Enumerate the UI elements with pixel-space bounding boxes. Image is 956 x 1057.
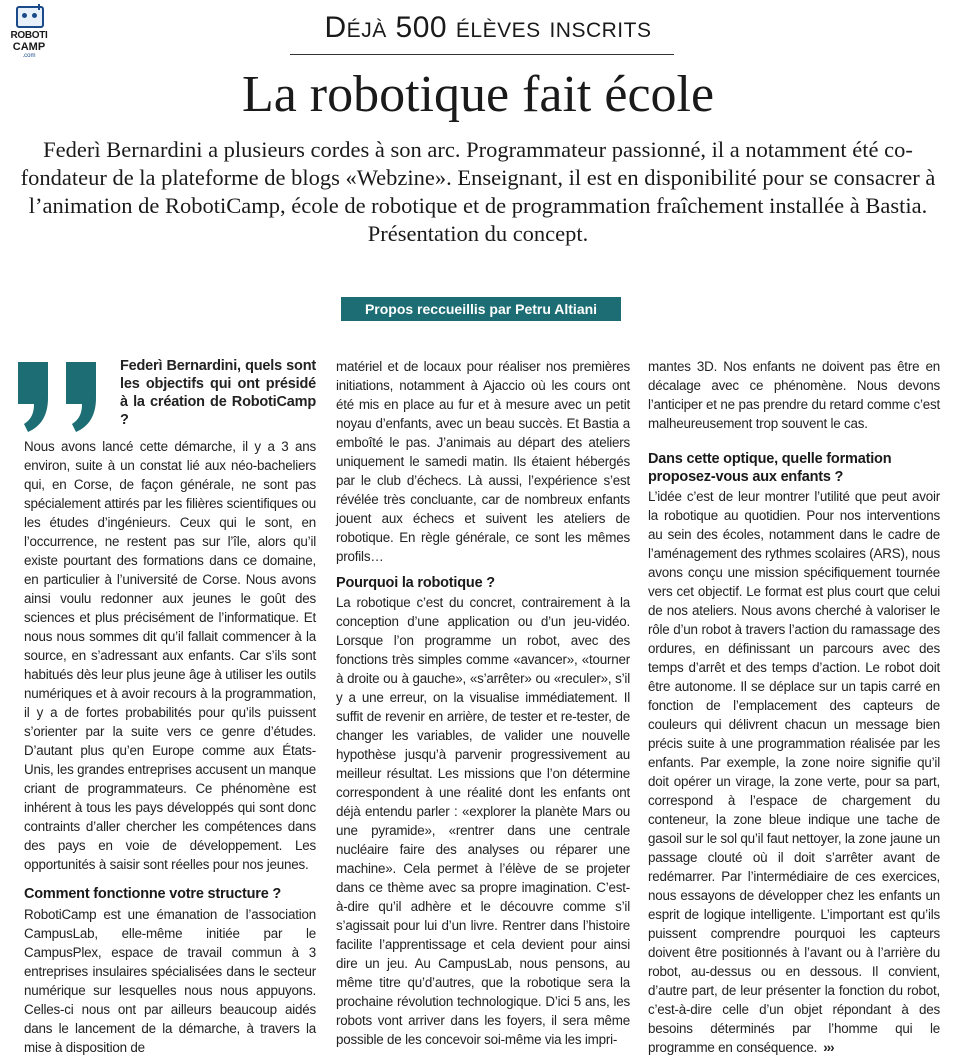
answer-1: Nous avons lancé cette démarche, il y a 3 ans environ, suite à un constat lié aux néo-bacheliers qui, en Corse, de façon générale, ne sont pas spécialement attirés par les filières scientifiques ou les études d’ingénieurs. Ceux qui le sont, en l’occurrence, ne restent pas sur l’île, alors qu’il existe pourtant des formations dans ce domaine, en particulier à l’université de Corse. Nous avons ainsi voulu redonner aux jeunes le goût des sciences et plus précisément de l’informatique. Et nous nous sommes dit qu’il fallait commencer à la source, en s’adressant aux enfants. Car s’ils sont habitués dès leur plus jeune âge à utiliser les outils numériques et à avoir recours à la programmation, il y a de fortes probabilités pour qu’ils puissent s’orienter par la suite vers ce genre d’études. D’autant plus qu’en Europe comme aux États-Unis, les grandes entreprises accusent un manque criant de programmateurs. Ce phénomène est inhérent à tous les pays développés qui sont donc contraints d’aller chercher les compétences dans des pays en voie de développement. Les opportunités à saisir sont réelles pour nos jeunes. xyxy=(24,439,316,872)
kicker-headline: Déjà 500 élèves inscrits xyxy=(324,11,652,44)
answer-3-part-1: La robotique c’est du concret, contrairement à la conception d’une application ou d’un jeu-vidéo. Lorsque l’on programme un robot, avec des fonctions très simples comme «avancer», «tourner à droite ou à gauche», «s’arrêter» ou «reculer», s’il y a une erreur, on la visualise immédiatement. Il suffit de revenir en arrière, de tester et re-tester, de changer les variables, de valider une nouvelle hypothèse jusqu’à parvenir progressivement au meilleur résultat. Les missions que l’on détermine correspondent à une réalité dont les enfants ont déjà entendu parler : «explorer la planète Mars ou une pyramide», «rentrer dans une centrale nucléaire faire des analyses ou réparer une machine». Cela permet à l’élève de se projeter dans ce thème avec sa propre imagination. C’est-à-dire qu’il adhère et le découvre comme s’il s’agissait pour lui d’un livre. Rentrer dans l’histoire facilite l’apprentissage et cela devient pour ainsi dire un jeu. Au CampusLab, nous pensons, au même titre qu’d’autres, que la robotique sera la prochaine révolution technologique. D’ici 5 ans, les robots vont arriver dans les foyers, il sera même possible de les concevoir soi-même via les impri- xyxy=(336,595,630,1047)
robot-head-icon xyxy=(16,6,44,28)
answer-4-text: L’idée c’est de leur montrer l’utilité que peut avoir la robotique au quotidien. Pour nos interventions au sein des écoles, notamment dans le cadre de l’aménagement des rythmes scolaires (ARS), nous avons conçu une mission spécifiquement tournée vers cet objectif. Le format est plus court que celui de nos ateliers. Nous avons cherché à valoriser le rôle d’un robot à travers l’action du ramassage des ordures, en définissant un parcours avec des temps d’arrêt et des temps d’action. Le robot doit être autonome. Il se déplace sur un tapis carré en fonction de l’emplacement des capteurs de couleurs qui délivrent chacun un message bien précis suite à une programmation réalisée par les enfants. Par exemple, la zone noire signifie qu’il doit opérer un virage, la zone verte, pour sa part, correspond à l’espace de chargement du conteneur, la zone bleue indique une tache de gasoil sur le sol qu’il faut nettoyer, la zone jaune un passage clouté où il doit s’arrêter avant de redémarrer. Par l’intermédiaire de ces exercices, nous essayons de développer chez les enfants un esprit de logique intelligente. L’important est qu’ils puissent comprendre pourquoi les capteurs doivent être positionnés à l’avant ou à l’arrière du robot, au-dessus ou en dessous. Il convient, d’autre part, de leur présenter la fonction du robot, c’est-à-dire celle d’un objet répondant à des besoins déterminés par l’homme qui le programme en conséquence. xyxy=(648,489,941,1055)
kicker-divider xyxy=(290,54,674,55)
logo-text-line3: .com xyxy=(22,53,36,59)
quote-mark-icon xyxy=(14,354,106,434)
logo-text-line1: ROBOTI xyxy=(10,30,48,41)
question-1: Federì Bernardini, quels sont les objectifs qui ont présidé à la création de RobotiCamp ? xyxy=(120,358,316,428)
logo-text-line2: CAMP xyxy=(12,41,46,53)
answer-3-part-2: mantes 3D. Nos enfants ne doivent pas être en décalage avec ce phénomène. Nous devons l’anticiper et ne pas prendre du retard comme c’est malheureusement trop souvent le cas. xyxy=(648,359,940,431)
article-title: La robotique fait école xyxy=(241,66,715,123)
question-4: Dans cette optique, quelle formation proposez-vous aux enfants ? xyxy=(648,451,892,485)
byline-badge: Propos reccueillis par Petru Altiani xyxy=(341,297,621,321)
question-3: Pourquoi la robotique ? xyxy=(336,575,495,591)
answer-2-part-2: matériel et de locaux pour réaliser nos premières initiations, notamment à Ajaccio où les cours ont été mis en place au fur et à mesure avec un petit noyau d’enfants, avec un beau succès. Et Bastia a emboîté le pas. J’animais au départ des ateliers uniquement le samedi matin. Ils étaient hébergés par le club d’échecs. Là aussi, l’expérience s’est révélée très concluante, car de nombreux enfants jouent aux échecs et suivent les ateliers de robotique. En règle générale, ce sont les mêmes profils… xyxy=(336,359,630,564)
question-2: Comment fonctionne votre structure ? xyxy=(24,886,282,902)
roboticamp-logo xyxy=(6,4,52,66)
continue-arrows-icon[interactable]: ››› xyxy=(823,1040,834,1055)
article-lede: Federì Bernardini a plusieurs cordes à son arc. Programmateur passionné, il a notamment été co-fondateur de la plateforme de blogs «Webzine». Enseignant, il est en disponibilité pour se consacrer à l’animation de RobotiCamp, école de robotique et de programmation fraîchement installée à Bastia. Présentation du concept. xyxy=(20,137,936,246)
answer-4 xyxy=(648,487,940,1057)
answer-2-part-1: RobotiCamp est une émanation de l’association CampusLab, elle-même initiée par le CampusPlex, espace de travail commun à 3 entreprises insulaires spécialisées dans le secteur numérique sur lesquelles nous nous appuyons. Celles-ci nous ont par ailleurs beaucoup aidés dans le lancement de la démarche, à travers la mise à disposition de xyxy=(24,907,316,1055)
